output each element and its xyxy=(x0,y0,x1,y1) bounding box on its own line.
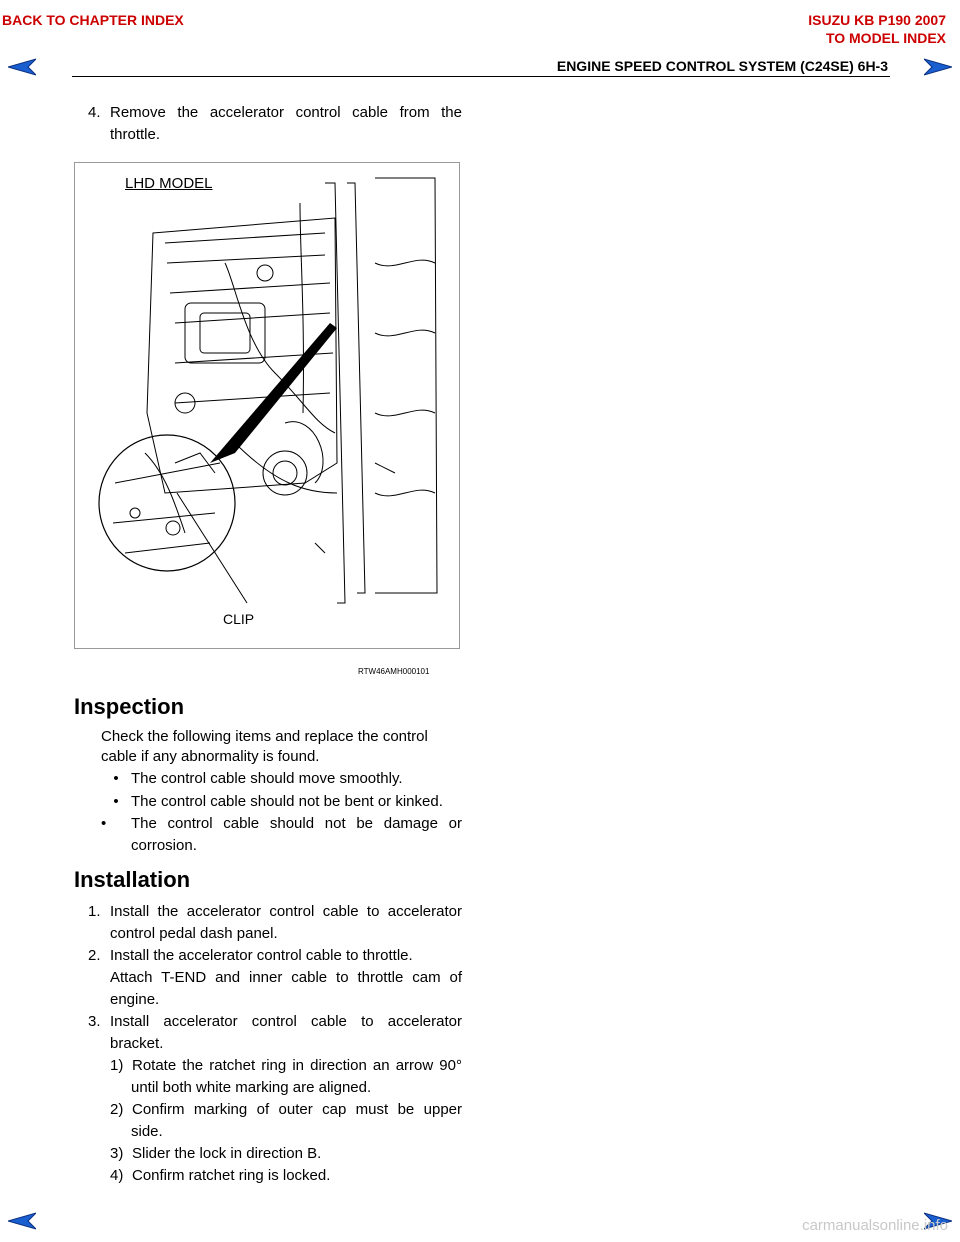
install-substep-3 xyxy=(110,1143,321,1165)
install-substep-2-line2: side. xyxy=(131,1123,163,1140)
install-substep-1-line1 xyxy=(110,1055,462,1077)
substep-text: Confirm marking of outer cap must be upper xyxy=(132,1101,462,1118)
bullet-icon: • xyxy=(113,770,119,787)
inspection-heading: Inspection xyxy=(74,694,185,719)
install-step-2-line1 xyxy=(88,945,413,967)
substep-text: Confirm ratchet ring is locked. xyxy=(132,1167,331,1184)
install-step-2-line2: Attach T-END and inner cable to throttle cam of xyxy=(110,969,462,986)
install-step-3-line2: bracket. xyxy=(110,1035,164,1052)
inspection-bullet-3-cont: corrosion. xyxy=(131,837,197,854)
previous-page-arrow-bottom-icon[interactable] xyxy=(8,1212,36,1230)
substep-number: 3) xyxy=(110,1145,124,1162)
bullet-text: The control cable should not be damage or xyxy=(131,815,462,832)
inspection-intro-line1: Check the following items and replace the control xyxy=(101,728,428,745)
substep-text: Rotate the ratchet ring in direction an arrow 90° xyxy=(132,1057,462,1074)
figure-caption: RTW46AMH000101 xyxy=(358,667,430,676)
previous-page-arrow-icon[interactable] xyxy=(8,58,36,76)
watermark-text: carmanualsonline.info xyxy=(802,1217,948,1234)
install-step-1-line2: control pedal dash panel. xyxy=(110,925,278,942)
inspection-intro-line2: cable if any abnormality is found. xyxy=(101,748,320,765)
install-step-3-line1 xyxy=(88,1011,462,1033)
page-header-title: ENGINE SPEED CONTROL SYSTEM (C24SE) 6H-3 xyxy=(556,58,888,74)
inspection-bullet-3 xyxy=(101,813,462,835)
model-title-link[interactable]: ISUZU KB P190 2007 xyxy=(808,12,946,28)
inspection-bullet-1 xyxy=(101,768,403,790)
substep-number: 1) xyxy=(110,1057,124,1074)
step-text: Remove the accelerator control cable from the xyxy=(110,104,462,121)
step-number: 4. xyxy=(88,104,101,121)
step-text: Install accelerator control cable to accelerator xyxy=(110,1013,462,1030)
bullet-text: The control cable should move smoothly. xyxy=(131,770,403,787)
install-step-1-line1 xyxy=(88,901,462,923)
install-step-2-line3: engine. xyxy=(110,991,160,1008)
figure-label-lhd-model: LHD MODEL xyxy=(125,175,213,192)
bullet-icon: • xyxy=(101,815,107,832)
install-substep-1-line2: until both white marking are aligned. xyxy=(131,1079,372,1096)
back-to-chapter-index-link[interactable]: BACK TO CHAPTER INDEX xyxy=(2,12,184,28)
substep-text: Slider the lock in direction B. xyxy=(132,1145,322,1162)
next-page-arrow-icon[interactable] xyxy=(924,58,952,76)
engine-diagram xyxy=(75,163,459,648)
removal-step-4-line2: throttle. xyxy=(110,126,161,143)
step-number: 2. xyxy=(88,947,101,964)
inspection-bullet-2 xyxy=(101,791,443,813)
to-model-index-link[interactable]: TO MODEL INDEX xyxy=(825,30,946,46)
removal-step-4-line1 xyxy=(88,102,462,124)
installation-heading: Installation xyxy=(74,867,191,892)
step-text: Install the accelerator control cable to throttle. xyxy=(110,947,413,964)
step-number: 3. xyxy=(88,1013,101,1030)
install-substep-4 xyxy=(110,1165,330,1187)
bullet-icon: • xyxy=(113,793,119,810)
header-rule xyxy=(72,76,890,77)
substep-number: 4) xyxy=(110,1167,124,1184)
install-substep-2-line1 xyxy=(110,1099,462,1121)
engine-figure-frame xyxy=(74,162,460,649)
bullet-text: The control cable should not be bent or kinked. xyxy=(131,793,443,810)
substep-number: 2) xyxy=(110,1101,124,1118)
step-number: 1. xyxy=(88,903,101,920)
step-text: Install the accelerator control cable to accelerator xyxy=(110,903,462,920)
figure-label-clip: CLIP xyxy=(223,611,255,627)
